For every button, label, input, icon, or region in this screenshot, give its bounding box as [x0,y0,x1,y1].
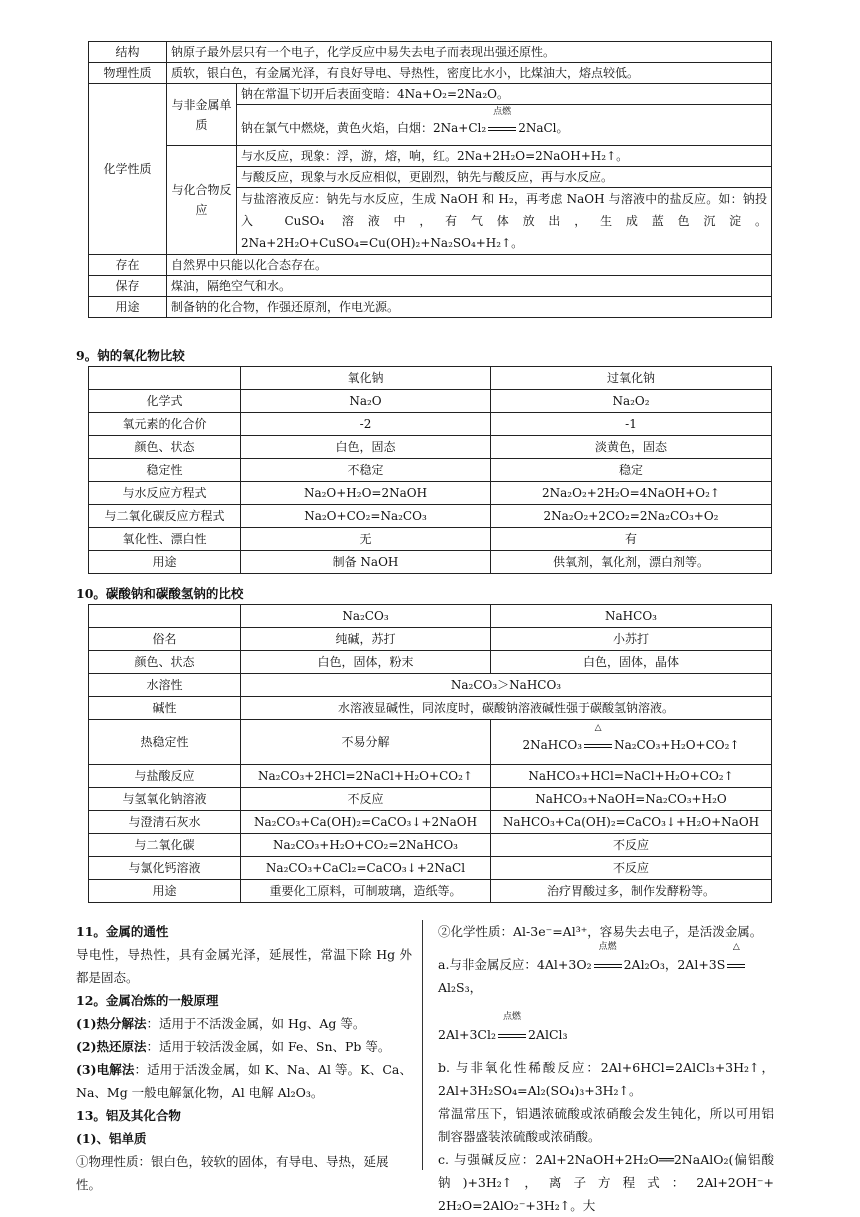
row-label: 化学式 [89,390,241,413]
table-cell: Na₂O+H₂O=2NaOH [241,482,491,505]
table-cell: 不反应 [491,834,772,857]
table-cell: 不易分解 [241,720,491,765]
table-cell: NaHCO₃+HCl=NaCl+H₂O+CO₂↑ [491,765,772,788]
section-heading: 10。碳酸钠和碳酸氢钠的比校 [76,586,244,601]
table-cell: Na₂O [241,390,491,413]
table-cell: 不反应 [491,857,772,880]
table-cell: Na₂O₂ [491,390,772,413]
section-heading: 11。金属的通性 [76,924,169,939]
left-column [76,920,412,1196]
table-header-cell: 氧化钠 [241,367,491,390]
row-label: 保存 [89,276,167,297]
table-row [89,605,772,628]
table-row [89,63,772,84]
table-header-cell [89,605,241,628]
sub-label: 与非金属单质 [167,84,237,146]
table-row [89,551,772,574]
paragraph: a.与非金属反应：4Al+3O₂ 点燃 2Al₂O₃，2Al+3S △ Al₂S₃， [438,953,774,999]
paragraph: 2Al+3Cl₂ 点燃 2AlCl₃ [438,1023,774,1046]
row-value: 自然界中只能以化合态存在。 [167,255,772,276]
row-value: 与酸反应，现象与水反应相似，更剧烈，钠先与酸反应，再与水反应。 [237,167,772,188]
table-cell: 2Na₂O₂+2H₂O=4NaOH+O₂↑ [491,482,772,505]
table-row [89,459,772,482]
table-row [89,146,772,167]
table-row [89,482,772,505]
table-cell: 颜色、状态 [89,651,241,674]
reaction-condition: 点燃 [486,118,518,138]
row-label: 与盐酸反应 [89,765,241,788]
row-label: 与氯化钙溶液 [89,857,241,880]
table-row [89,651,772,674]
row-label: 与水反应方程式 [89,482,241,505]
table-row [89,697,772,720]
table-row [89,276,772,297]
table-cell: 水溶液显碱性，同浓度时，碳酸钠溶液碱性强于碳酸氢钠溶液。 [241,697,772,720]
table-row [89,674,772,697]
table-cell: Na₂CO₃+2HCl=2NaCl+H₂O+CO₂↑ [241,765,491,788]
table-cell: 白色，固态 [241,436,491,459]
table-header-cell [89,367,241,390]
table-header-cell: Na₂CO₃ [241,605,491,628]
row-label: 用途 [89,551,241,574]
table-cell: Na₂CO₃＞NaHCO₃ [241,674,772,697]
table-cell: -2 [241,413,491,436]
table-row [89,834,772,857]
row-value: 钠在常温下切开后表面变暗：4Na+O₂=2Na₂O。 [237,84,772,105]
table-row [89,255,772,276]
table-cell: 热稳定性 [89,720,241,765]
table-cell: 供氧剂，氧化剂，漂白剂等。 [491,551,772,574]
paragraph: (2)热还原法：适用于较活泼金属，如 Fe、Sn、Pb 等。 [76,1039,391,1054]
table-row [89,811,772,834]
table-row [89,367,772,390]
table-row [89,42,772,63]
row-label: 用途 [89,880,241,903]
row-label: 氧元素的化合价 [89,413,241,436]
table-row [89,765,772,788]
table-cell: Na₂CO₃+CaCl₂=CaCO₃↓+2NaCl [241,857,491,880]
table-row [89,720,772,765]
table-cell: 白色，固体，粉末 [241,651,491,674]
section-heading: 13。铝及其化合物 [76,1108,181,1123]
row-value: 与盐溶液反应：钠先与水反应，生成 NaOH 和 H₂，再考虑 NaOH 与溶液中的盐反应。如：钠投入 CuSO₄ 溶液中，有气体放出，生成蓝色沉淀。2Na+2H₂O+CuSO₄=Cu(OH)₂+Na₂SO₄+H₂↑。 [237,188,772,255]
row-label: 结构 [89,42,167,63]
table-cell: 小苏打 [491,628,772,651]
table-cell: NaHCO₃+NaOH=Na₂CO₃+H₂O [491,788,772,811]
paragraph: (3)电解法：适用于活泼金属，如 K、Na、Al 等。K、Ca、Na、Mg 一般电解氯化物，Al 电解 Al₂O₃。 [76,1062,412,1100]
table-row [89,528,772,551]
table-cell: Na₂CO₃+H₂O+CO₂=2NaHCO₃ [241,834,491,857]
table-row [89,297,772,318]
row-label: 物理性质 [89,63,167,84]
table-cell: 淡黄色，固态 [491,436,772,459]
paragraph: c. 与强碱反应：2Al+2NaOH+2H₂O══2NaAlO₂(偏铝酸钠)+3H₂↑，离子方程式：2Al+2OH⁻+ 2H₂O=2AlO₂⁻+3H₂↑。大 [438,1152,774,1213]
table-row [89,505,772,528]
row-value: 质软，银白色，有金属光泽，有良好导电、导热性，密度比水小，比煤油大，熔点较低。 [167,63,772,84]
table-cell: 不反应 [241,788,491,811]
right-column [438,920,774,1217]
row-label: 化学性质 [89,84,167,255]
row-label: 与二氧化碳 [89,834,241,857]
table-cell: 重要化工原料，可制玻璃，造纸等。 [241,880,491,903]
carbonate-comparison-table [88,604,772,903]
table-cell: 水溶性 [89,674,241,697]
table-cell: 2Na₂O₂+2CO₂=2Na₂CO₃+O₂ [491,505,772,528]
table-row [89,413,772,436]
row-label: 与二氧化碳反应方程式 [89,505,241,528]
table-cell: 稳定 [491,459,772,482]
paragraph: 常温常压下，铝遇浓硫酸或浓硝酸会发生钝化，所以可用铝制容器盛装浓硫酸或浓硝酸。 [438,1106,774,1144]
sub-label: 与化合物反应 [167,146,237,255]
row-value: 与水反应，现象：浮，游，熔，响，红。2Na+2H₂O=2NaOH+H₂↑。 [237,146,772,167]
paragraph: (1)热分解法：适用于不活泼金属，如 Hg、Ag 等。 [76,1016,366,1031]
table-cell: -1 [491,413,772,436]
table-cell: 纯碱，苏打 [241,628,491,651]
row-label: 稳定性 [89,459,241,482]
row-label: 与氢氧化钠溶液 [89,788,241,811]
column-divider [422,920,423,1170]
table-cell: Na₂O+CO₂=Na₂CO₃ [241,505,491,528]
row-label: 颜色、状态 [89,436,241,459]
reaction-condition: △ [582,734,614,756]
paragraph: b. 与非氧化性稀酸反应：2Al+6HCl=2AlCl₃+3H₂↑，2Al+3H₂SO₄=Al₂(SO₄)₃+3H₂↑。 [438,1060,774,1098]
row-label: 用途 [89,297,167,318]
table-row [89,628,772,651]
table-row [89,390,772,413]
table-header-cell: 过氧化钠 [491,367,772,390]
section-heading: 12。金属冶炼的一般原理 [76,993,219,1008]
row-label: 存在 [89,255,167,276]
reaction-condition: △ [725,953,747,976]
table-row [89,857,772,880]
table-cell: 制备 NaOH [241,551,491,574]
table-cell: 白色，固体，晶体 [491,651,772,674]
sub-heading: (1)、铝单质 [76,1131,147,1146]
reaction-condition: 点燃 [496,1023,528,1046]
table-cell: Na₂CO₃+Ca(OH)₂=CaCO₃↓+2NaOH [241,811,491,834]
row-value: 钠原子最外层只有一个电子，化学反应中易失去电子而表现出强还原性。 [167,42,772,63]
table-cell: 治疗胃酸过多，制作发酵粉等。 [491,880,772,903]
row-label: 与澄清石灰水 [89,811,241,834]
row-label: 氧化性、漂白性 [89,528,241,551]
table-row [89,84,772,105]
row-value: 制备钠的化合物，作强还原剂，作电光源。 [167,297,772,318]
table-cell: 2NaHCO₃ △ Na₂CO₃+H₂O+CO₂↑ [491,720,772,765]
paragraph: 导电性，导热性，具有金属光泽，延展性，常温下除 Hg 外都是固态。 [76,947,412,985]
sodium-oxide-table [88,366,772,574]
table-row [89,788,772,811]
table-cell: 碱性 [89,697,241,720]
table-cell: 不稳定 [241,459,491,482]
row-value: 煤油，隔绝空气和水。 [167,276,772,297]
paragraph: ②化学性质：Al-3e⁻=Al³⁺，容易失去电子，是活泼金属。 [438,924,763,939]
row-value: 钠在氯气中燃烧，黄色火焰，白烟：2Na+Cl₂ 点燃 2NaCl。 [237,105,772,146]
table-cell: NaHCO₃+Ca(OH)₂=CaCO₃↓+H₂O+NaOH [491,811,772,834]
reaction-condition: 点燃 [592,953,624,976]
section-heading: 9。钠的氧化物比较 [76,348,185,363]
table-row [89,880,772,903]
sodium-properties-table [88,41,772,318]
table-cell: 俗名 [89,628,241,651]
paragraph: ①物理性质：银白色，较软的固体，有导电、导热，延展性。 [76,1154,389,1192]
table-cell: 有 [491,528,772,551]
table-header-cell: NaHCO₃ [491,605,772,628]
table-row [89,436,772,459]
table-cell: 无 [241,528,491,551]
